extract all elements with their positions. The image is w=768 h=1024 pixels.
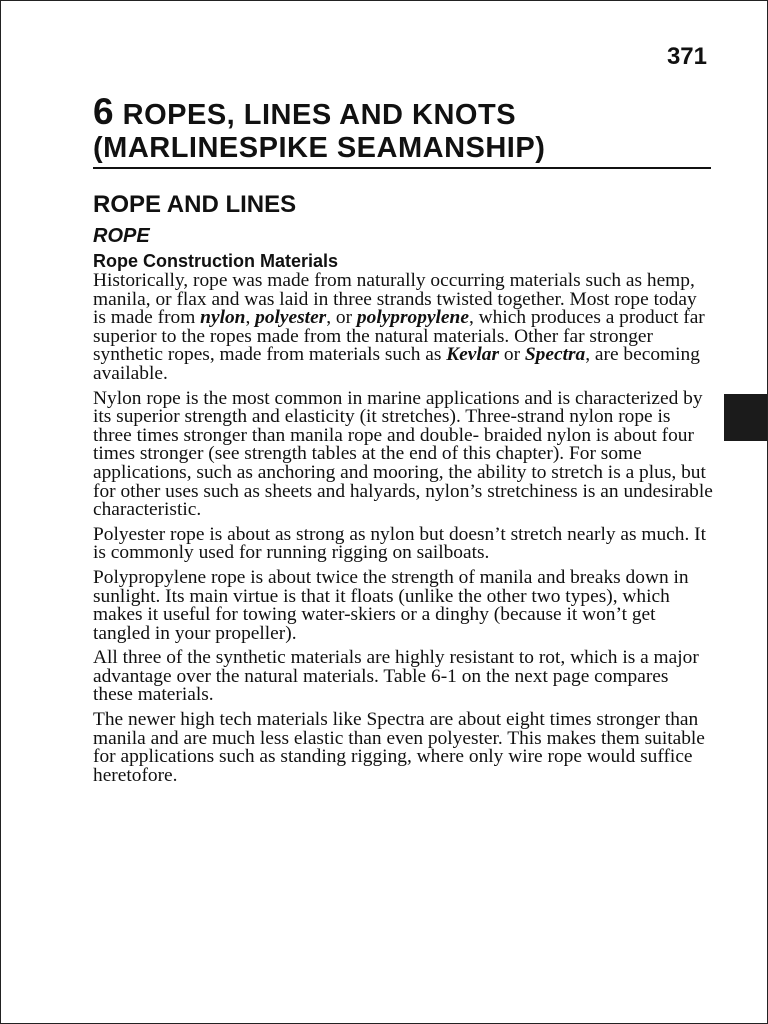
topic-heading: Rope Construction Materials bbox=[93, 251, 339, 271]
paragraph-1-text-f: , are becoming available. bbox=[93, 344, 700, 384]
paragraph-1 bbox=[93, 272, 713, 384]
paragraph-1-text-e: or bbox=[499, 344, 525, 366]
body-text bbox=[93, 272, 713, 791]
chapter-thumb-tab bbox=[724, 394, 767, 441]
term-polypropylene: polypropylene bbox=[356, 307, 469, 329]
chapter-title-line1: ROPES, LINES AND KNOTS bbox=[122, 99, 517, 131]
paragraph-1-text-b: , bbox=[245, 307, 256, 329]
term-spectra: Spectra bbox=[524, 344, 586, 366]
chapter-title bbox=[93, 91, 711, 169]
page-number: 371 bbox=[666, 43, 707, 70]
paragraph-1-text-d: , which produces a product far superior to the ropes made from the natural materials. Other far stronger synthetic ropes, made from materials such as bbox=[93, 307, 705, 366]
term-polyester: polyester bbox=[255, 307, 327, 329]
section-heading: ROPE AND LINES bbox=[93, 191, 297, 218]
paragraph-4: Polypropylene rope is about twice the strength of manila and breaks down in sunlight. Its main virtue is that it floats (unlike the other two types), which makes it useful for towing water-skiers or a dinghy (because it won’t get tangled in your propeller). bbox=[93, 566, 689, 644]
paragraph-6: The newer high tech materials like Spectra are about eight times stronger than manila and are much less elastic than even polyester. This makes them suitable for applications such as standing rigging, where only wire rope would suffice heretofore. bbox=[93, 709, 705, 786]
subsection-heading: ROPE bbox=[93, 225, 150, 247]
chapter-number: 6 bbox=[93, 91, 115, 132]
paragraph-5: All three of the synthetic materials are highly resistant to rot, which is a major advantage over the natural materials. Table 6-1 on the next page compares these materials. bbox=[93, 647, 699, 706]
term-kevlar: Kevlar bbox=[446, 344, 500, 366]
paragraph-2: Nylon rope is the most common in marine applications and is characterized by its superior strength and elasticity (it stretches). Three-strand nylon rope is three times stronger than manila rope and double- braided nylon is about four times stronger (see strength tables at the end of this chapter). For some applications, such as anchoring and mooring, the ability to stretch is a plus, but for other uses such as sheets and halyards, nylon’s stretchiness is an undesirable characteristic. bbox=[93, 387, 713, 521]
paragraph-3: Polyester rope is about as strong as nylon but doesn’t stretch nearly as much. It is commonly used for running rigging on sailboats. bbox=[93, 523, 707, 564]
term-nylon: nylon bbox=[200, 307, 246, 329]
paragraph-1-text-a: Historically, rope was made from naturally occurring materials such as hemp, manila, or flax and was laid in three strands twisted together. Most rope today is made from bbox=[93, 270, 697, 329]
paragraph-1-text-c: , or bbox=[326, 307, 357, 329]
chapter-title-line2: (MARLINESPIKE SEAMANSHIP) bbox=[93, 132, 546, 164]
